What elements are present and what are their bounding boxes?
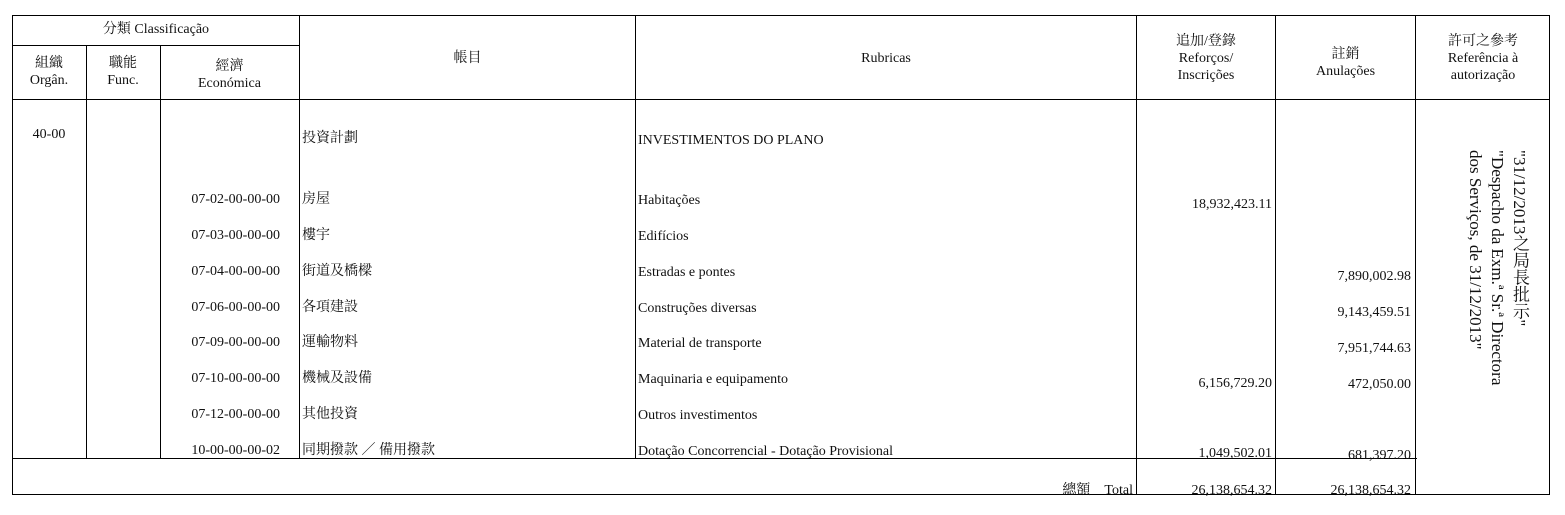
- organ-code: 40-00: [32, 127, 66, 142]
- col-rule-organ: [86, 45, 87, 458]
- row-description-zh: 樓宇: [302, 228, 330, 243]
- header-referencia: 許可之參考 Referência à autorização: [1447, 34, 1519, 83]
- col-rule-reforco: [1275, 15, 1276, 495]
- row-description-pt: Material de transporte: [638, 336, 762, 351]
- authorization-reference: [1437, 150, 1547, 470]
- row-reforco: 6,156,729.20: [1198, 376, 1272, 391]
- header-func: 職能 Func.: [107, 56, 139, 88]
- row-econ-code: 07-02-00-00-00: [191, 192, 280, 207]
- row-anulacao: 7,890,002.98: [1337, 269, 1411, 284]
- row-description-pt: Habitações: [638, 193, 701, 208]
- col-rule-econ: [299, 15, 300, 458]
- row-description-zh: 其他投資: [302, 407, 358, 422]
- authorization-line-1: "31/12/2013之局長批示": [1510, 150, 1529, 327]
- row-description-zh: 各項建設: [302, 300, 358, 315]
- classification-divider: [12, 45, 300, 46]
- row-econ-code: 10-00-00-00-02: [191, 443, 280, 458]
- authorization-line-3: dos Serviços, de 31/12/2013": [1466, 150, 1485, 350]
- authorization-line-2: "Despacho da Exm.ª Sr.ª Directora: [1488, 150, 1507, 386]
- row-description-zh: 運輸物料: [302, 335, 358, 350]
- header-anulacoes: 註銷 Anulações: [1315, 47, 1376, 79]
- group-title-pt: INVESTIMENTOS DO PLANO: [638, 133, 824, 148]
- col-rule-zh: [635, 15, 636, 458]
- row-description-pt: Construções diversas: [638, 301, 757, 316]
- row-econ-code: 07-06-00-00-00: [191, 300, 280, 315]
- row-description-pt: Dotação Concorrencial - Dotação Provisional: [638, 444, 894, 459]
- row-econ-code: 07-09-00-00-00: [191, 335, 280, 350]
- row-anulacao: 681,397.20: [1348, 448, 1411, 463]
- col-rule-func: [160, 45, 161, 458]
- header-reforcos: 追加/登錄 Reforços/ Inscrições: [1176, 34, 1236, 83]
- header-rubric-zh: 帳目: [453, 51, 482, 66]
- row-anulacao: 7,951,744.63: [1337, 341, 1411, 356]
- total-anulacao: 26,138,654.32: [1330, 483, 1411, 498]
- total-label: 總額 Total: [1062, 483, 1133, 498]
- total-reforco: 26,138,654.32: [1191, 483, 1272, 498]
- row-description-zh: 機械及設備: [302, 371, 372, 386]
- row-description-pt: Outros investimentos: [638, 408, 758, 423]
- row-econ-code: 07-12-00-00-00: [191, 407, 280, 422]
- col-rule-pt: [1136, 15, 1137, 495]
- row-description-pt: Estradas e pontes: [638, 265, 736, 280]
- header-rubric-pt: Rubricas: [861, 51, 911, 66]
- header-classification: 分類 Classificação: [102, 22, 210, 37]
- row-anulacao: 9,143,459.51: [1337, 305, 1411, 320]
- row-description-zh: 房屋: [302, 192, 330, 207]
- row-description-pt: Edifícios: [638, 229, 689, 244]
- col-rule-anulacao: [1415, 15, 1416, 495]
- header-bottom-rule: [12, 99, 1550, 100]
- group-title-zh: 投資計劃: [302, 131, 358, 146]
- row-econ-code: 07-03-00-00-00: [191, 228, 280, 243]
- header-econ: 經濟 Económica: [198, 59, 261, 91]
- row-econ-code: 07-04-00-00-00: [191, 264, 280, 279]
- row-description-zh: 街道及橋樑: [302, 264, 372, 279]
- row-reforco: 18,932,423.11: [1192, 197, 1272, 212]
- row-anulacao: 472,050.00: [1348, 377, 1411, 392]
- row-description-zh: 同期撥款 ／ 備用撥款: [302, 443, 435, 458]
- header-organ: 組織 Orgân.: [29, 56, 69, 88]
- row-reforco: 1,049,502.01: [1198, 446, 1272, 461]
- row-description-pt: Maquinaria e equipamento: [638, 372, 789, 387]
- row-econ-code: 07-10-00-00-00: [191, 371, 280, 386]
